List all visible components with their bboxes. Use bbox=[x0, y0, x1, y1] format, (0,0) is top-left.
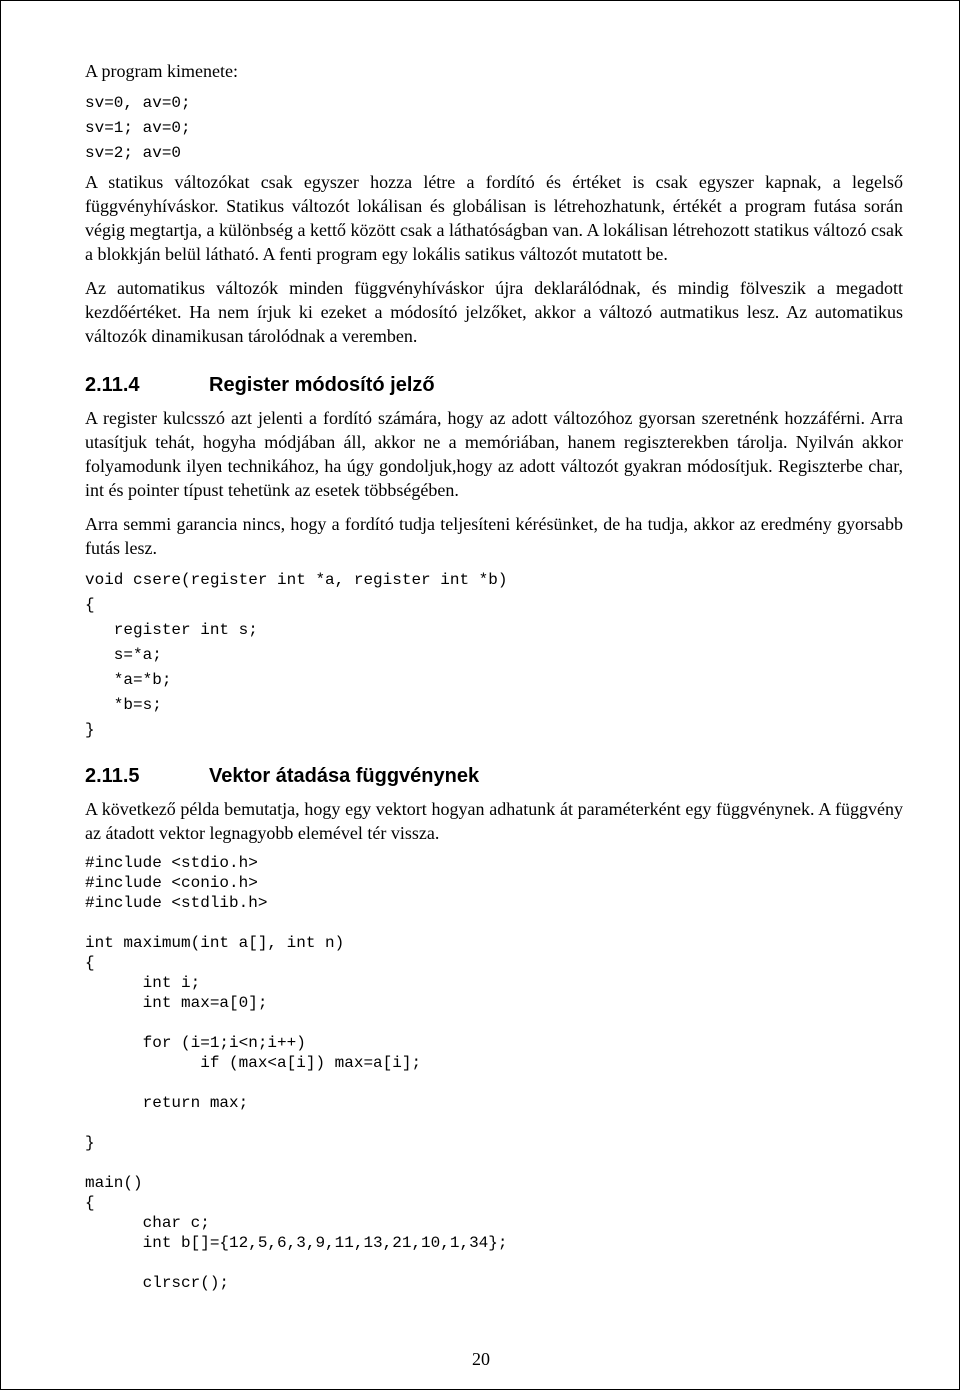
output-label: A program kimenete: bbox=[85, 61, 238, 81]
paragraph-vector-intro: A következő példa bemutatja, hogy egy vektort hogyan adhatunk át paraméterként egy függvénynek. A függvény az átadott vektor legnagyobb elemével tér vissza. bbox=[85, 799, 903, 843]
page-number: 20 bbox=[472, 1349, 490, 1369]
output-line: sv=0, av=0; bbox=[85, 94, 191, 112]
output-line: sv=1; av=0; bbox=[85, 119, 191, 137]
paragraph-static-variables: A statikus változókat csak egyszer hozza létre a fordító és értéket is csak egyszer kapnak, a legelső függvényhíváskor. Statikus változót lokálisan és globálisan is létrehozhatunk, értékét a program futása során végig megtartja, a különbség a kettő között csak a láthatóságban van. A lokálisan létrehozott statikus változó csak a blokkján belül látható. A fenti program egy lokális satikus változót mutatott be. bbox=[85, 172, 903, 264]
paragraph-register-intro: A register kulcsszó azt jelenti a fordító számára, hogy az adott változóhoz gyorsan szeretnénk hozzáférni. Arra utasítjuk tehát, hogyha módjában áll, akkor ne a memóriában, hanem regiszterekben tárolja. Nyilván akkor folyamodunk ilyen technikához, ha úgy gondoljuk,hogy az adott változót gyakran módosítjuk. Regiszterbe char, int és pointer típust tehetünk az esetek többségében. bbox=[85, 408, 903, 500]
section-number: 2.11.4 bbox=[85, 374, 140, 396]
section-title: Register módosító jelző bbox=[209, 374, 435, 396]
code-block-csere: void csere(register int *a, register int *b) { register int s; s=*a; *a=*b; *b=s; } bbox=[85, 571, 508, 739]
section-heading-vector bbox=[85, 763, 903, 789]
code-block-maximum: #include <stdio.h> #include <conio.h> #include <stdlib.h> int maximum(int a[], int n) { int i; int max=a[0]; for (i=1;i<n;i++) if (max<a[i]) max=a[i]; return max; } main() { char c; int b[]={12,5,6,3,9,11,13,21,10,1,34}; clrscr(); bbox=[85, 854, 508, 1292]
section-number: 2.11.5 bbox=[85, 765, 140, 787]
output-line: sv=2; av=0 bbox=[85, 144, 182, 162]
section-heading-register bbox=[85, 372, 903, 398]
output-code-block bbox=[85, 91, 903, 166]
paragraph-register-guarantee: Arra semmi garancia nincs, hogy a fordító tudja teljesíteni kérésünket, de ha tudja, akkor az eredmény gyorsabb futás lesz. bbox=[85, 514, 903, 558]
paragraph-automatic-variables: Az automatikus változók minden függvényhíváskor újra deklarálódnak, és mindig fölveszik a megadott kezdőértéket. Ha nem írjuk ki ezeket a módosító jelzőket, akkor a változó autmatikus lesz. Az automatikus változók dinamikusan tárolódnak a veremben. bbox=[85, 278, 903, 346]
section-title: Vektor átadása függvénynek bbox=[209, 765, 480, 787]
page-content bbox=[85, 59, 903, 1293]
